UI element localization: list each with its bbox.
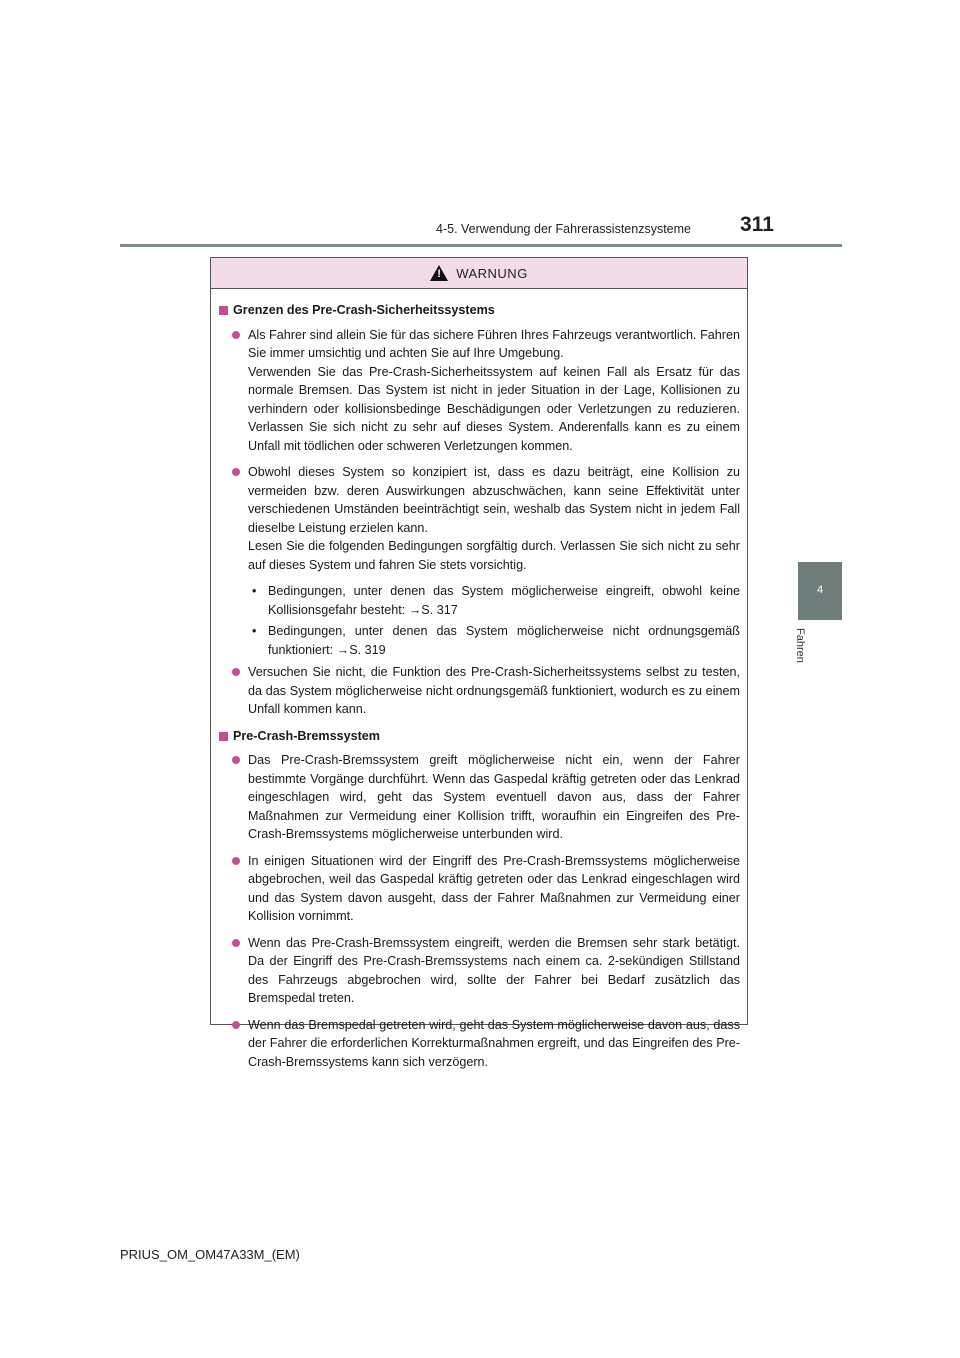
circle-bullet-icon — [232, 668, 240, 676]
square-bullet-icon — [219, 306, 228, 315]
list-item — [219, 326, 740, 456]
list-item: In einigen Situationen wird der Eingriff des Pre-Crash-Bremssystems möglicherweise abgebrochen, weil das Gaspedal kräftig getreten oder das Lenkrad eingeschlagen wird und das System davon ausgeht, dass der Fahrer Maßnahmen zur Vermeidung einer Kollision vornimmt. — [219, 852, 740, 926]
list-item: Wenn das Bremspedal getreten wird, geht das System möglicherweise davon aus, dass der Fahrer die erforderlichen Korrekturmaßnahmen ergreift, und das Eingreifen des Pre-Crash-Bremssystems kann sich verzögern. — [219, 1016, 740, 1072]
circle-bullet-icon — [232, 939, 240, 947]
circle-bullet-icon — [232, 756, 240, 764]
sub-list-item: • Bedingungen, unter denen das System möglicherweise eingreift, obwohl keine Kollisionsgefahr besteht: →S. 317 — [219, 582, 740, 619]
chapter-label: Fahren — [794, 628, 806, 663]
item-paragraph: Obwohl dieses System so konzipiert ist, dass es dazu beiträgt, eine Kollision zu vermeiden bzw. deren Auswirkungen abzuschwächen, kann seine Effektivität unter verschiedenen Umständen beeinträchtigt sein, weshalb das System nicht in jedem Fall dieselbe Leistung erzielen kann. — [248, 465, 740, 535]
header-rule — [120, 244, 842, 247]
chapter-number: 4 — [816, 584, 824, 596]
chapter-tab — [798, 562, 842, 620]
circle-bullet-icon — [232, 1021, 240, 1029]
small-bullet-icon: • — [252, 624, 257, 638]
warning-box — [210, 257, 748, 1069]
circle-bullet-icon — [232, 468, 240, 476]
warning-header — [211, 258, 747, 289]
document-id: PRIUS_OM_OM47A33M_(EM) — [120, 1247, 300, 1262]
item-paragraph: Lesen Sie die folgenden Bedingungen sorgfältig durch. Verlassen Sie sich nicht zu sehr auf dieses System und fahren Sie stets vorsichtig. — [248, 539, 740, 572]
section-heading: Pre-Crash-Bremssystem — [219, 727, 740, 746]
list-item: Wenn das Pre-Crash-Bremssystem eingreift, werden die Bremsen sehr stark betätigt. Da der Eingriff des Pre-Crash-Bremssystems nach einem ca. 2-sekündigen Stillstand des Fahrzeugs abgebrochen wird, sollte der Fahrer bei Bedarf zusätzlich das Bremspedal treten. — [219, 934, 740, 1008]
square-bullet-icon — [219, 732, 228, 741]
list-item: Versuchen Sie nicht, die Funktion des Pre-Crash-Sicherheitssystems selbst zu testen, da das System möglicherweise nicht ordnungsgemäß funktioniert, wodurch es zu einem Unfall kommen kann. — [219, 663, 740, 719]
warning-triangle-icon — [430, 265, 448, 281]
page-number: 311 — [740, 213, 774, 236]
list-item: Das Pre-Crash-Bremssystem greift möglicherweise nicht ein, wenn der Fahrer bestimmte Vorgänge durchführt. Wenn das Gaspedal kräftig getreten oder das Lenkrad eingeschlagen wird, geht das System eventuell davon aus, dass der Fahrer Maßnahmen zur Vermeidung einer Kollision trifft, woraufhin ein Eingreifen des Pre-Crash-Bremssystems möglicherweise unterbunden wird. — [219, 751, 740, 844]
circle-bullet-icon — [232, 857, 240, 865]
warning-body — [211, 289, 747, 1071]
item-paragraph: Als Fahrer sind allein Sie für das sichere Führen Ihres Fahrzeugs verantwortlich. Fahren Sie immer umsichtig und achten Sie auf Ihre Umgebung. — [248, 327, 740, 360]
warning-title: WARNUNG — [456, 265, 528, 281]
section-heading: Grenzen des Pre-Crash-Sicherheitssystems — [219, 301, 740, 320]
list-item — [219, 463, 740, 574]
circle-bullet-icon — [232, 331, 240, 339]
item-paragraph: Verwenden Sie das Pre-Crash-Sicherheitssystem auf keinen Fall als Ersatz für das normale Bremsen. Das System ist nicht in jeder Situation in der Lage, Kollisionen zu verhindern oder kollisionsbedinge Beschädigungen oder Verletzungen zu reduzieren. Verlassen Sie sich nicht zu sehr auf dieses System. Anderenfalls kann es zu einem Unfall mit tödlichen oder schweren Verletzungen kommen. — [248, 364, 740, 453]
header-section-title: 4-5. Verwendung der Fahrerassistenzsysteme — [436, 222, 691, 236]
sub-list-item: • Bedingungen, unter denen das System möglicherweise nicht ordnungsgemäß funktioniert: →S. 319 — [219, 622, 740, 659]
small-bullet-icon: • — [252, 584, 257, 598]
